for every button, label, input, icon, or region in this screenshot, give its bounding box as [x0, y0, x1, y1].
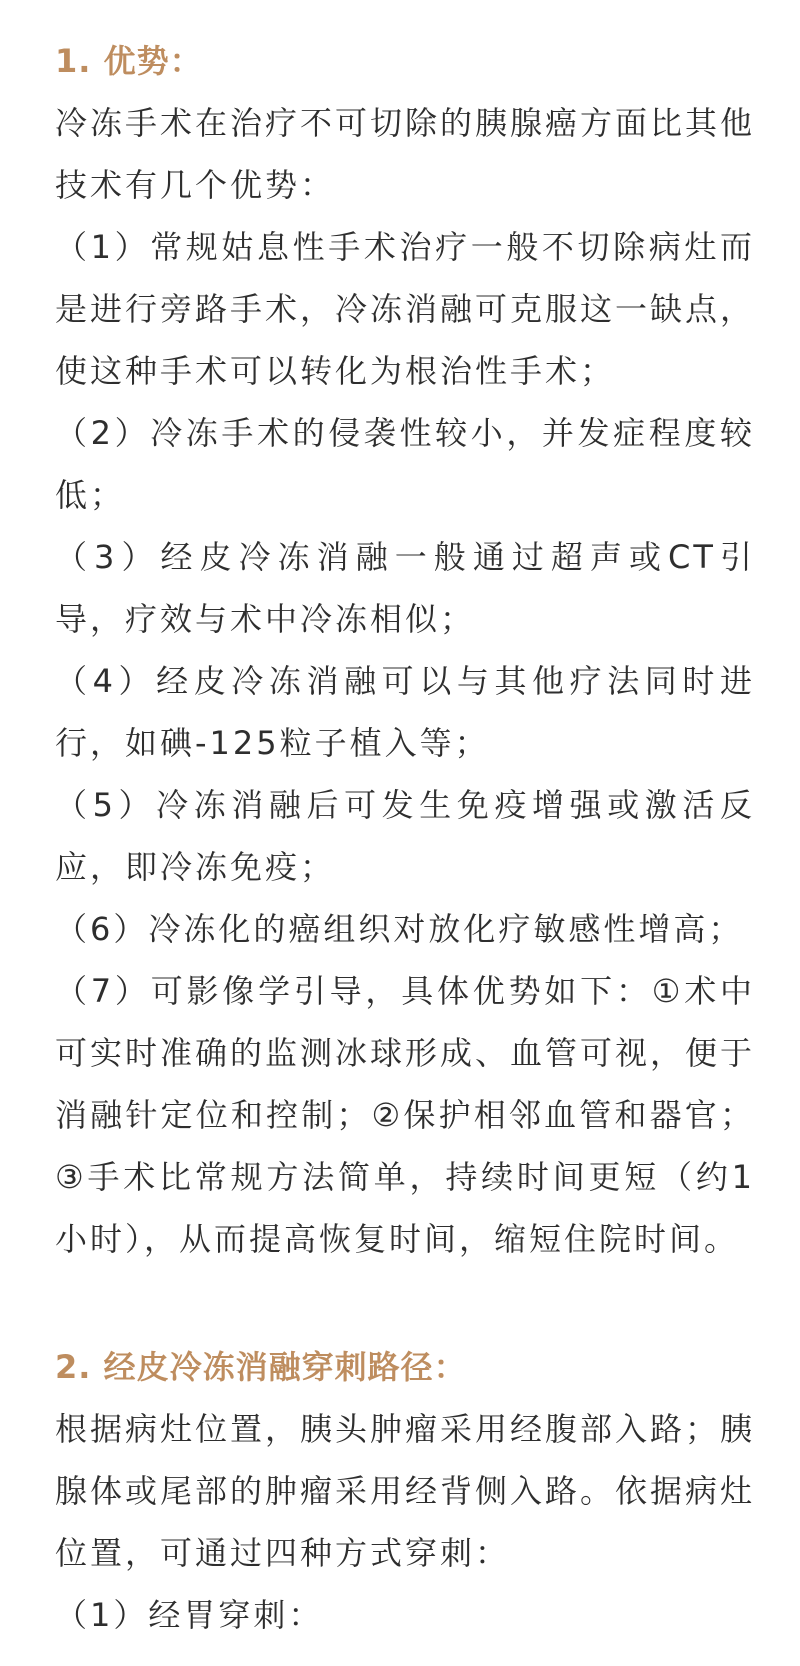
advantage-item-7: （7）可影像学引导，具体优势如下：①术中可实时准确的监测冰球形成、血管可视，便于消融针定位和控制；②保护相邻血管和器官；③手术比常规方法简单，持续时间更短（约1小时），从而提高恢复时间，缩短住院时间。 [55, 972, 756, 1258]
advantage-item-5: （5）冷冻消融后可发生免疫增强或激活反应，即冷冻免疫； [55, 786, 755, 886]
advantages-intro-paragraph: 冷冻手术在治疗不可切除的胰腺癌方面比其他技术有几个优势： [55, 104, 756, 204]
puncture-route-item-1: （1）经胃穿刺： [55, 1596, 324, 1634]
advantage-item-3: （3）经皮冷冻消融一般通过超声或CT引导，疗效与术中冷冻相似； [55, 538, 755, 638]
puncture-routes-intro-paragraph: 根据病灶位置，胰头肿瘤采用经腹部入路；胰腺体或尾部的肿瘤采用经背侧入路。依据病灶位置，可通过四种方式穿刺： [55, 1410, 756, 1572]
advantage-item-6: （6）冷冻化的癌组织对放化疗敏感性增高； [55, 910, 744, 948]
section-puncture-routes [55, 1336, 755, 1646]
advantage-item-4: （4）经皮冷冻消融可以与其他疗法同时进行，如碘-125粒子植入等； [55, 662, 755, 762]
advantage-item-1: （1）常规姑息性手术治疗一般不切除病灶而是进行旁路手术，冷冻消融可克服这一缺点，使这种手术可以转化为根治性手术； [55, 228, 756, 390]
section-advantages-heading: 1. 优势： [55, 42, 203, 80]
advantage-item-2: （2）冷冻手术的侵袭性较小，并发症程度较低； [55, 414, 755, 514]
section-puncture-routes-heading: 2. 经皮冷冻消融穿刺路径： [55, 1348, 467, 1386]
section-advantages [55, 30, 755, 1270]
